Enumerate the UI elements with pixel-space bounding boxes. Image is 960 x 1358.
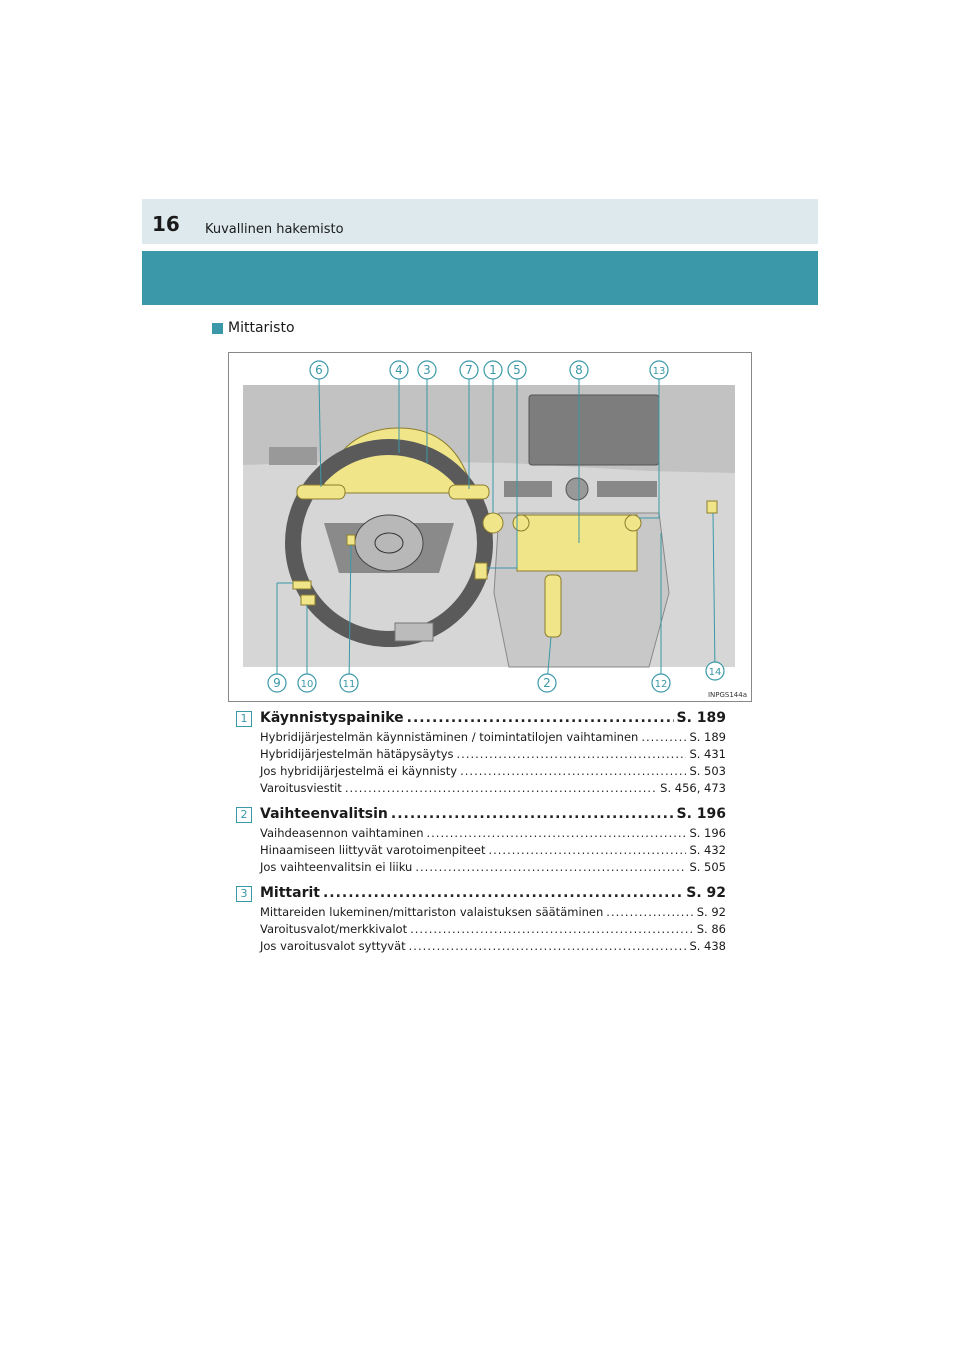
entry-1: [236, 710, 726, 798]
entry-page: S. 189: [676, 710, 726, 726]
sub-item-page: S. 505: [689, 860, 726, 874]
callout-3: 3: [423, 363, 431, 377]
entry-number: 1: [236, 711, 252, 727]
leader-dots: [323, 885, 683, 901]
entry-title-row[interactable]: [260, 710, 726, 730]
callouts-top: [310, 361, 668, 379]
sub-item[interactable]: [260, 843, 726, 860]
leader-dots: [460, 764, 686, 778]
entry-title: Vaihteenvalitsin: [260, 806, 388, 822]
start-button: [483, 513, 503, 533]
sub-item-label: Mittareiden lukeminen/mittariston valaistuksen säätäminen: [260, 905, 604, 919]
sub-item[interactable]: [260, 939, 726, 956]
entry-title-row[interactable]: [260, 806, 726, 826]
entry-page: S. 92: [686, 885, 726, 901]
entry-3: [236, 885, 726, 956]
entry-title: Käynnistyspainike: [260, 710, 404, 726]
dashboard-illustration: [228, 352, 752, 702]
right-switch: [707, 501, 717, 513]
sub-item[interactable]: [260, 764, 726, 781]
pedal: [395, 623, 433, 641]
left-stalk: [297, 485, 345, 499]
clock: [566, 478, 588, 500]
leader-dots: [415, 860, 686, 874]
center-screen: [529, 395, 659, 465]
sub-item-page: S. 438: [689, 939, 726, 953]
sub-item-label: Vaihdeasennon vaihtaminen: [260, 826, 424, 840]
callout-13: 13: [652, 366, 666, 377]
sub-item-label: Hybridijärjestelmän hätäpysäytys: [260, 747, 454, 761]
sub-item-label: Hybridijärjestelmän käynnistäminen / toimintatilojen vaihtaminen: [260, 730, 639, 744]
sub-item-label: Jos vaihteenvalitsin ei liiku: [260, 860, 413, 874]
sub-item[interactable]: [260, 730, 726, 747]
audio-climate-panel: [517, 515, 637, 571]
vent-left: [504, 481, 552, 497]
entry-2: [236, 806, 726, 877]
leader-dots: [345, 781, 657, 795]
leader-dots: [407, 710, 674, 726]
sub-item-page: S. 86: [696, 922, 726, 936]
sub-item-page: S. 431: [689, 747, 726, 761]
sub-item[interactable]: [260, 747, 726, 764]
section-square-icon: [212, 323, 223, 334]
callout-5: 5: [513, 363, 521, 377]
section-title: [212, 320, 295, 336]
sub-item[interactable]: [260, 826, 726, 843]
lower-switch-a: [293, 581, 311, 589]
wheel-hub: [355, 515, 423, 571]
leader-dots: [457, 747, 687, 761]
sub-item-page: S. 189: [689, 730, 726, 744]
entry-page: S. 196: [676, 806, 726, 822]
leader-dots: [641, 730, 686, 744]
left-knob: [513, 515, 529, 531]
callout-11: 11: [342, 679, 356, 690]
callout-1: 1: [489, 363, 497, 377]
callout-2: 2: [543, 676, 551, 690]
leader-dots: [606, 905, 693, 919]
entry-number: 2: [236, 807, 252, 823]
leader-dots: [410, 922, 694, 936]
entry-title: Mittarit: [260, 885, 320, 901]
section-title-text: Mittaristo: [228, 320, 295, 336]
sub-item[interactable]: [260, 905, 726, 922]
wheel-switch: [347, 535, 355, 545]
sub-item[interactable]: [260, 860, 726, 877]
sub-item-page: S. 92: [696, 905, 726, 919]
callout-8: 8: [575, 363, 583, 377]
sub-item-label: Hinaamiseen liittyvät varotoimenpiteet: [260, 843, 486, 857]
page-number: 16: [152, 212, 180, 236]
image-code: INPGS144a: [707, 691, 747, 699]
leader-dots: [427, 826, 687, 840]
sub-item[interactable]: [260, 922, 726, 939]
callout-6: 6: [315, 363, 323, 377]
vent-right: [597, 481, 657, 497]
leader-dots: [409, 939, 687, 953]
sub-item-label: Varoitusviestit: [260, 781, 342, 795]
callout-14: 14: [708, 667, 722, 678]
entry-title-row[interactable]: [260, 885, 726, 905]
leader-dots: [391, 806, 674, 822]
sub-item-label: Varoitusvalot/merkkivalot: [260, 922, 408, 936]
sub-item-page: S. 456, 473: [660, 781, 726, 795]
small-switch: [475, 563, 487, 579]
callout-9: 9: [273, 676, 281, 690]
sub-item-label: Jos hybridijärjestelmä ei käynnisty: [260, 764, 458, 778]
sub-item-page: S. 432: [689, 843, 726, 857]
entry-number: 3: [236, 886, 252, 902]
sub-item[interactable]: [260, 781, 726, 798]
vent-side: [269, 447, 317, 465]
sub-item-page: S. 196: [689, 826, 726, 840]
callout-4: 4: [395, 363, 403, 377]
dashboard-svg: [229, 353, 751, 701]
index-entries: [236, 710, 726, 964]
callout-10: 10: [300, 679, 314, 690]
callout-12: 12: [654, 679, 668, 690]
right-knob: [625, 515, 641, 531]
lower-switch-b: [301, 595, 315, 605]
callout-7: 7: [465, 363, 473, 377]
section-band: [142, 251, 818, 305]
header-title: Kuvallinen hakemisto: [205, 222, 344, 237]
sub-item-label: Jos varoitusvalot syttyvät: [260, 939, 406, 953]
sub-item-page: S. 503: [689, 764, 726, 778]
leader-dots: [488, 843, 686, 857]
gear-selector: [545, 575, 561, 637]
